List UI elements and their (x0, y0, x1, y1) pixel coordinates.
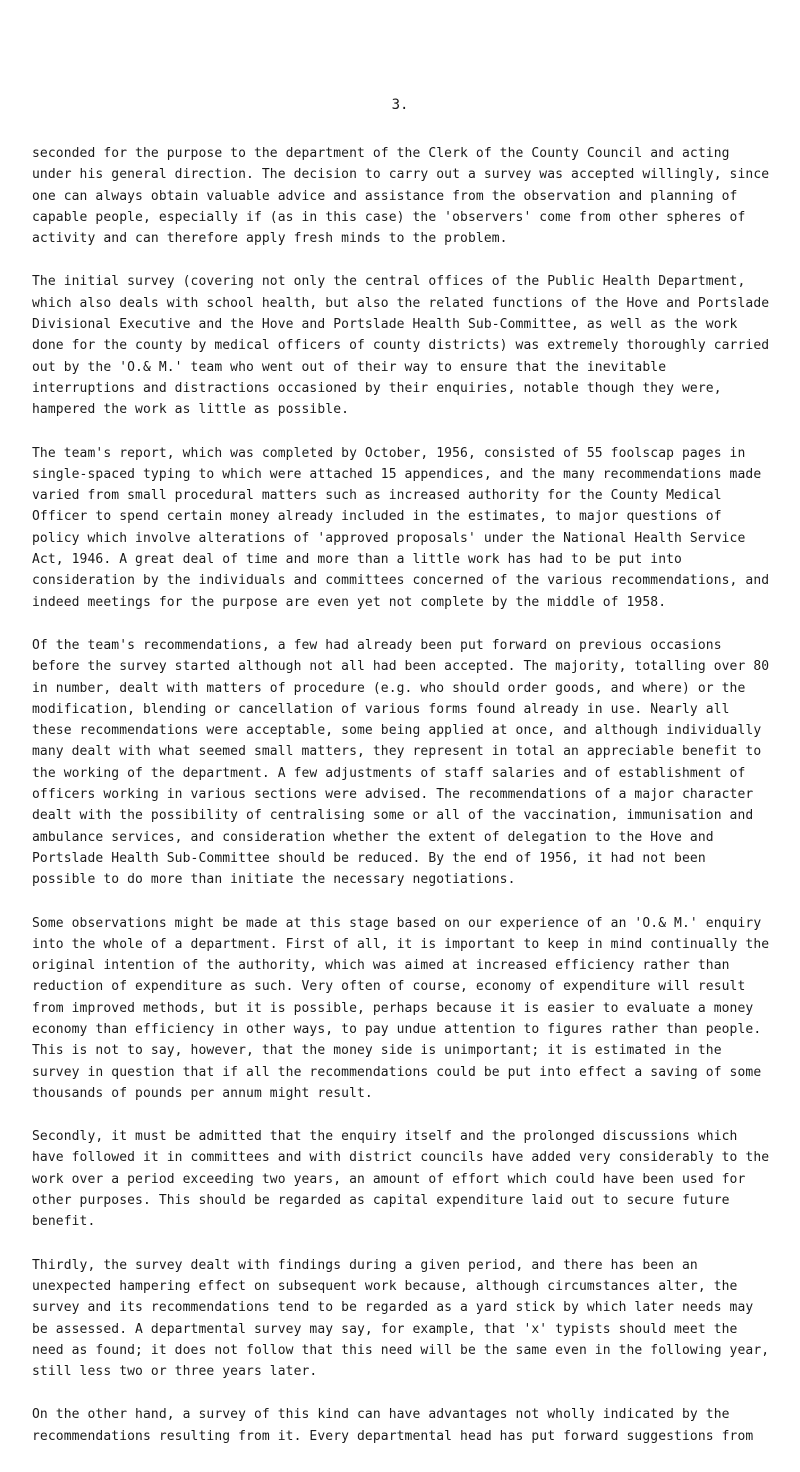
page-number: 3. (391, 97, 409, 113)
document-body (32, 143, 776, 1469)
paragraph: The initial survey (covering not only the central offices of the Public Health Department, which also deals with school health, but also the related functions of the Hove and Portslade Divisional Executive and the Hove and Portslade Health Sub-Committee, as well as the work done for the county by medical officers of county districts) was extremely thoroughly carried out by the 'O.& M.' team who went out of their way to ensure that the inevitable interruptions and distractions occasioned by their enquiries, notable though they were, hampered the work as little as possible. (32, 274, 770, 418)
paragraph: Of the team's recommendations, a few had already been put forward on previous occasions before the survey started although not all had been accepted. The majority, totalling over 80 in number, dealt with matters of procedure (e.g. who should order goods, and where) or the modification, blending or cancellation of various forms found already in use. Nearly all these recommendations were acceptable, some being applied at once, and although individually many dealt with what seemed small matters, they represent in total an appreciable benefit to the working of the department. A few adjustments of staff salaries and of establishment of officers working in various sections were advised. The recommendations of a major character dealt with the possibility of centralising some or all of the vaccination, immunisation and ambulance services, and consideration whether the extent of delegation to the Hove and Portslade Health Sub-Committee should be reduced. By the end of 1956, it had not been possible to do more than initiate the necessary negotiations. (32, 637, 770, 888)
paragraph: Thirdly, the survey dealt with findings during a given period, and there has been an unexpected hampering effect on subsequent work because, although circumstances alter, the survey and its recommendations tend to be regarded as a yard stick by which later needs may be assessed. A departmental survey may say, for example, that 'x' typists should meet the need as found; it does not follow that this need will be the same even in the following year, still less two or three years later. (32, 1257, 770, 1380)
paragraph: On the other hand, a survey of this kind can have advantages not wholly indicated by the recommendations resulting from it. Every departmental head has put forward suggestions from (32, 1407, 754, 1444)
paragraph: seconded for the purpose to the department of the Clerk of the County Council and acting under his general direction. The decision to carry out a survey was accepted willingly, since one can always obtain valuable advice and assistance from the observation and planning of capable people, especially if (as in this case) the 'observers' come from other spheres of activity and can therefore apply fresh minds to the problem. (32, 146, 770, 247)
paragraph: Secondly, it must be admitted that the enquiry itself and the prolonged discussions which have followed it in committees and with district councils have added very considerably to the work over a period exceeding two years, an amount of effort which could have been used for other purposes. This should be regarded as capital expenditure laid out to secure future benefit. (32, 1129, 770, 1230)
paragraph: The team's report, which was completed by October, 1956, consisted of 55 foolscap pages in single-spaced typing to which were attached 15 appendices, and the many recommendations made varied from small procedural matters such as increased authority for the County Medical Officer to spend certain money already included in the estimates, to major questions of policy which involve alterations of 'approved proposals' under the National Health Service Act, 1946. A great deal of time and more than a little work has had to be put into consideration by the individuals and committees concerned of the various recommendations, and indeed meetings for the purpose are even yet not complete by the middle of 1958. (32, 445, 770, 610)
paragraph: Some observations might be made at this stage based on our experience of an 'O.& M.' enquiry into the whole of a department. First of all, it is important to keep in mind continually the original intention of the authority, which was aimed at increased efficiency rather than reduction of expenditure as such. Very often of course, economy of expenditure will result from improved methods, but it is possible, perhaps because it is easier to evaluate a money economy than efficiency in other ways, to pay undue attention to figures rather than people. This is not to say, however, that the money side is unimportant; it is estimated in the survey in question that if all the recommendations could be put into effect a saving of some thousands of pounds per annum might result. (32, 915, 770, 1101)
